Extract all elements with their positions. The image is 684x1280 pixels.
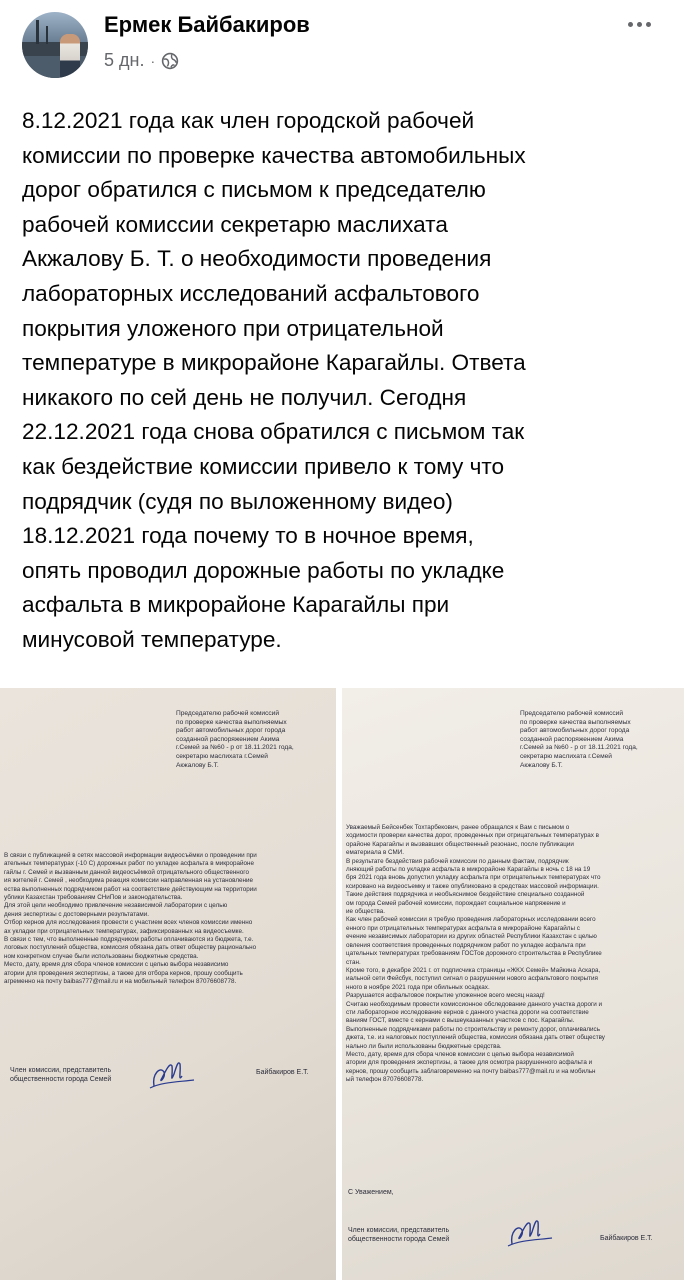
post-text [22,104,672,658]
address-line: по проверке качества выполняемых [176,718,287,726]
more-options-icon[interactable] [624,12,654,36]
post-text-line: температуре в микрорайоне Карагайлы. Ответа [22,350,526,376]
body-line: ие общества. [346,908,386,916]
body-line: овления соответствия проведенных подрядчиком работ по укладке асфальта при [346,941,586,949]
address-line: г.Семей за №60 - р от 18.11.2021 года, [176,744,294,752]
body-line: Выполненные подрядчиками работы по строительству и ремонту дорог, оплачивались [346,1025,600,1033]
body-line: дения экспертизы с достоверными результатами. [4,910,150,918]
body-line: Место, дату, время для сбора членов комиссии с целью выбора независимой [346,1050,574,1058]
letter-address [176,710,332,770]
body-line: сти лабораторное исследование кернов с данного участка дороги на соответствие [346,1008,589,1016]
body-line: В результате бездействия рабочей комиссии по данным фактам, подрядчик [346,857,569,865]
body-line: атории для проведения экспертизы, а также для осмотра разрушенного асфальта и [346,1059,593,1067]
post-text-line: лабораторных исследований асфальтового [22,280,480,306]
address-line: г.Семей за №60 - р от 18.11.2021 года, [520,744,638,752]
body-line: Для этой цели необходимо привлечение независимой лаборатории с целью [4,902,228,910]
body-line: стан. [346,958,361,966]
letter-address [520,710,680,770]
body-line: ном конкретном случае были использованы бюджетные средства. [4,952,199,960]
body-line: Разрушается асфальтовое покрытие уложенное всего месяц назад! [346,992,545,1000]
body-line: нного в ноябре 2021 года при обильных осадках. [346,983,490,991]
post-text-line: 22.12.2021 года снова обратился с письмом так [22,419,525,445]
body-line: Как член рабочей комиссии я требую проведения лабораторных исследовании всего [346,916,596,924]
address-line: Председателю рабочей комиссий [520,710,624,717]
body-line: Отбор кернов для исследования провести с участием всех членов комиссии именно [4,919,253,927]
body-line: ваниям ГОСТ, вместе с кернами с вышеуказанных участков с пос. Карагайлы. [346,1017,575,1025]
letter-body [346,824,680,1085]
author-name[interactable]: Ермек Байбакиров [104,12,310,37]
post-text-line: покрытия уложеного при отрицательной [22,315,444,341]
address-line: по проверке качества выполняемых [520,718,631,726]
separator-dot: · [150,52,156,69]
address-line: созданной распоряжением Акима [520,735,624,743]
body-line: В связи с публикацией в сетях массовой информации видеосъёмки о проведении при [4,852,257,859]
body-line: ксировано на видеосъемку и также опубликовано в средствах массовой информации. [346,882,599,890]
body-line: ходимости проверки качества дорог, проведенных при отрицательных температурах в [346,832,599,840]
photo-letter-2[interactable] [342,688,684,1280]
globe-icon[interactable] [161,52,179,70]
body-line: ечение независимых лаборатории из других областей Республики Казахстан с целью [346,933,597,941]
body-line: В связи с тем, что выполненные подрядчиком работы оплачиваются из бюджета, т.е. [4,936,254,944]
address-line: Акжалову Б.Т. [176,761,219,769]
address-line: Председателю рабочей комиссий [176,710,280,717]
post-text-line: минусовой температуре. [22,626,282,652]
post-text-line: комиссии по проверке качества автомобильных [22,142,526,168]
address-line: работ автомобильных дорог города [176,727,286,735]
post-meta [104,50,179,71]
post-text-line: дорог обратился с письмом к председателю [22,177,486,203]
body-line: ый телефон 87076608778. [346,1076,424,1084]
body-line: Место, дату, время для сбора членов комиссии с целью выбора независимо [4,961,229,969]
handwritten-signature [506,1214,554,1250]
body-line: гайлы г. Семей и вызванным данной видеосъёмкой отрицательного общественного [4,868,249,876]
body-line: кернов, прошу сообщить заблаговременно на почту baibas777@mail.ru и на мобильн [346,1067,596,1075]
address-line: созданной распоряжением Акима [176,735,280,743]
signature-name: Байбакиров Е.Т. [256,1069,309,1076]
body-line: логовых поступлений общества, комиссия обязана дать ответ обществу рационально [4,944,257,952]
body-line: джета, т.е. из налоговых поступлений общества, комиссия обязана дать ответ обществу [346,1034,605,1042]
post-time[interactable]: 5 дн. [104,50,145,70]
signature-title: Член комиссии, представитель общественности города Семей [10,1067,112,1083]
handwritten-signature [148,1056,196,1092]
post-text-line: 18.12.2021 года почему то в ночное время, [22,523,474,549]
address-line: Акжалову Б.Т. [520,761,563,769]
body-line: цательных температурах требованиям ГОСТов дорожного строительства в Республике [346,950,602,958]
signature-title: Член комиссии, представитель общественности города Семей [348,1227,450,1243]
body-line: бря 2021 года вновь допустил укладку асфальта при отрицательных температурах что [346,874,601,882]
body-line: ах укладки при отрицательных температурах, зафиксированных на видеосъемке. [4,927,244,935]
photo-letter-1[interactable] [0,688,336,1280]
post-text-line: рабочей комиссии секретарю маслихата [22,211,448,237]
address-line: работ автомобильных дорог города [520,727,630,735]
address-line: секретарю маслихата г.Семей [520,752,612,760]
body-line: агременно на почту baibas777@mail.ru и на мобильный телефон 87076608778. [4,978,237,986]
letter-body [4,852,332,987]
post-header [0,0,684,100]
body-line: ублики Казахстан требованиям СНиПов и законодательства. [4,894,183,902]
body-line: орайоне Карагайлы и вызвавших общественный резонанс, после публикации [346,840,574,848]
body-line: Уважаемый Бейсенбек Тохтарбекович, ранее обращался к Вам с письмом о [346,824,570,831]
body-line: енного при отрицательных температурах асфальта в микрорайоне Карагайлы с [346,924,580,932]
body-line: ематериала в СМИ. [346,849,405,857]
post-text-line: никакого по сей день не получил. Сегодня [22,384,467,410]
body-line: лняющий работы по укладке асфальта в микрорайоне Карагайлы в ночь с 18 на 19 [346,866,591,874]
post-text-line: опять проводил дорожные работы по укладке [22,557,505,583]
body-line: ия жителей г. Семей , необходима реакция комиссии направленная на установление [4,877,254,885]
body-line: ом города Семей рабочей комиссии, порождает социальное напряжение и [346,899,566,907]
body-line: иальной сети Фейсбук, поступил сигнал о разрушении нового асфальтового покрытия [346,975,598,983]
author-avatar[interactable] [22,12,88,78]
body-line: Считаю необходимым провести комиссионное обследование данного участка дороги и [346,1000,603,1008]
letter-closing: С Уважением, [348,1189,394,1196]
body-line: атории для проведения экспертизы, а также для отбора кернов, прошу сообщить [4,969,243,977]
post-text-line: как бездействие комиссии привело к тому что [22,453,505,479]
body-line: Кроме того, в декабре 2021 г. от подписчика страницы «ЖКХ Семей» Майкина Аскара, [346,966,601,974]
signature-name: Байбакиров Е.Т. [600,1235,653,1242]
body-line: ества выполненных подрядчиком работ на соответствие действующим на территории [4,885,257,893]
post-text-line: 8.12.2021 года как член городской рабочей [22,108,475,133]
body-line: ательных температурах (-10 С) дорожных работ по укладке асфальта в микрорайоне [4,860,254,868]
post-text-line: Акжалову Б. Т. о необходимости проведения [22,246,492,272]
body-line: Такие действия подрядчика и необъяснимое бездействие специально созданной [346,891,585,899]
post-text-line: асфальта в микрорайоне Карагайлы при [22,592,450,618]
post-text-line: подрядчик (судя по выложенному видео) [22,488,453,514]
address-line: секретарю маслихата г.Семей [176,752,268,760]
body-line: нально ли были использованы бюджетные средства. [346,1042,502,1050]
